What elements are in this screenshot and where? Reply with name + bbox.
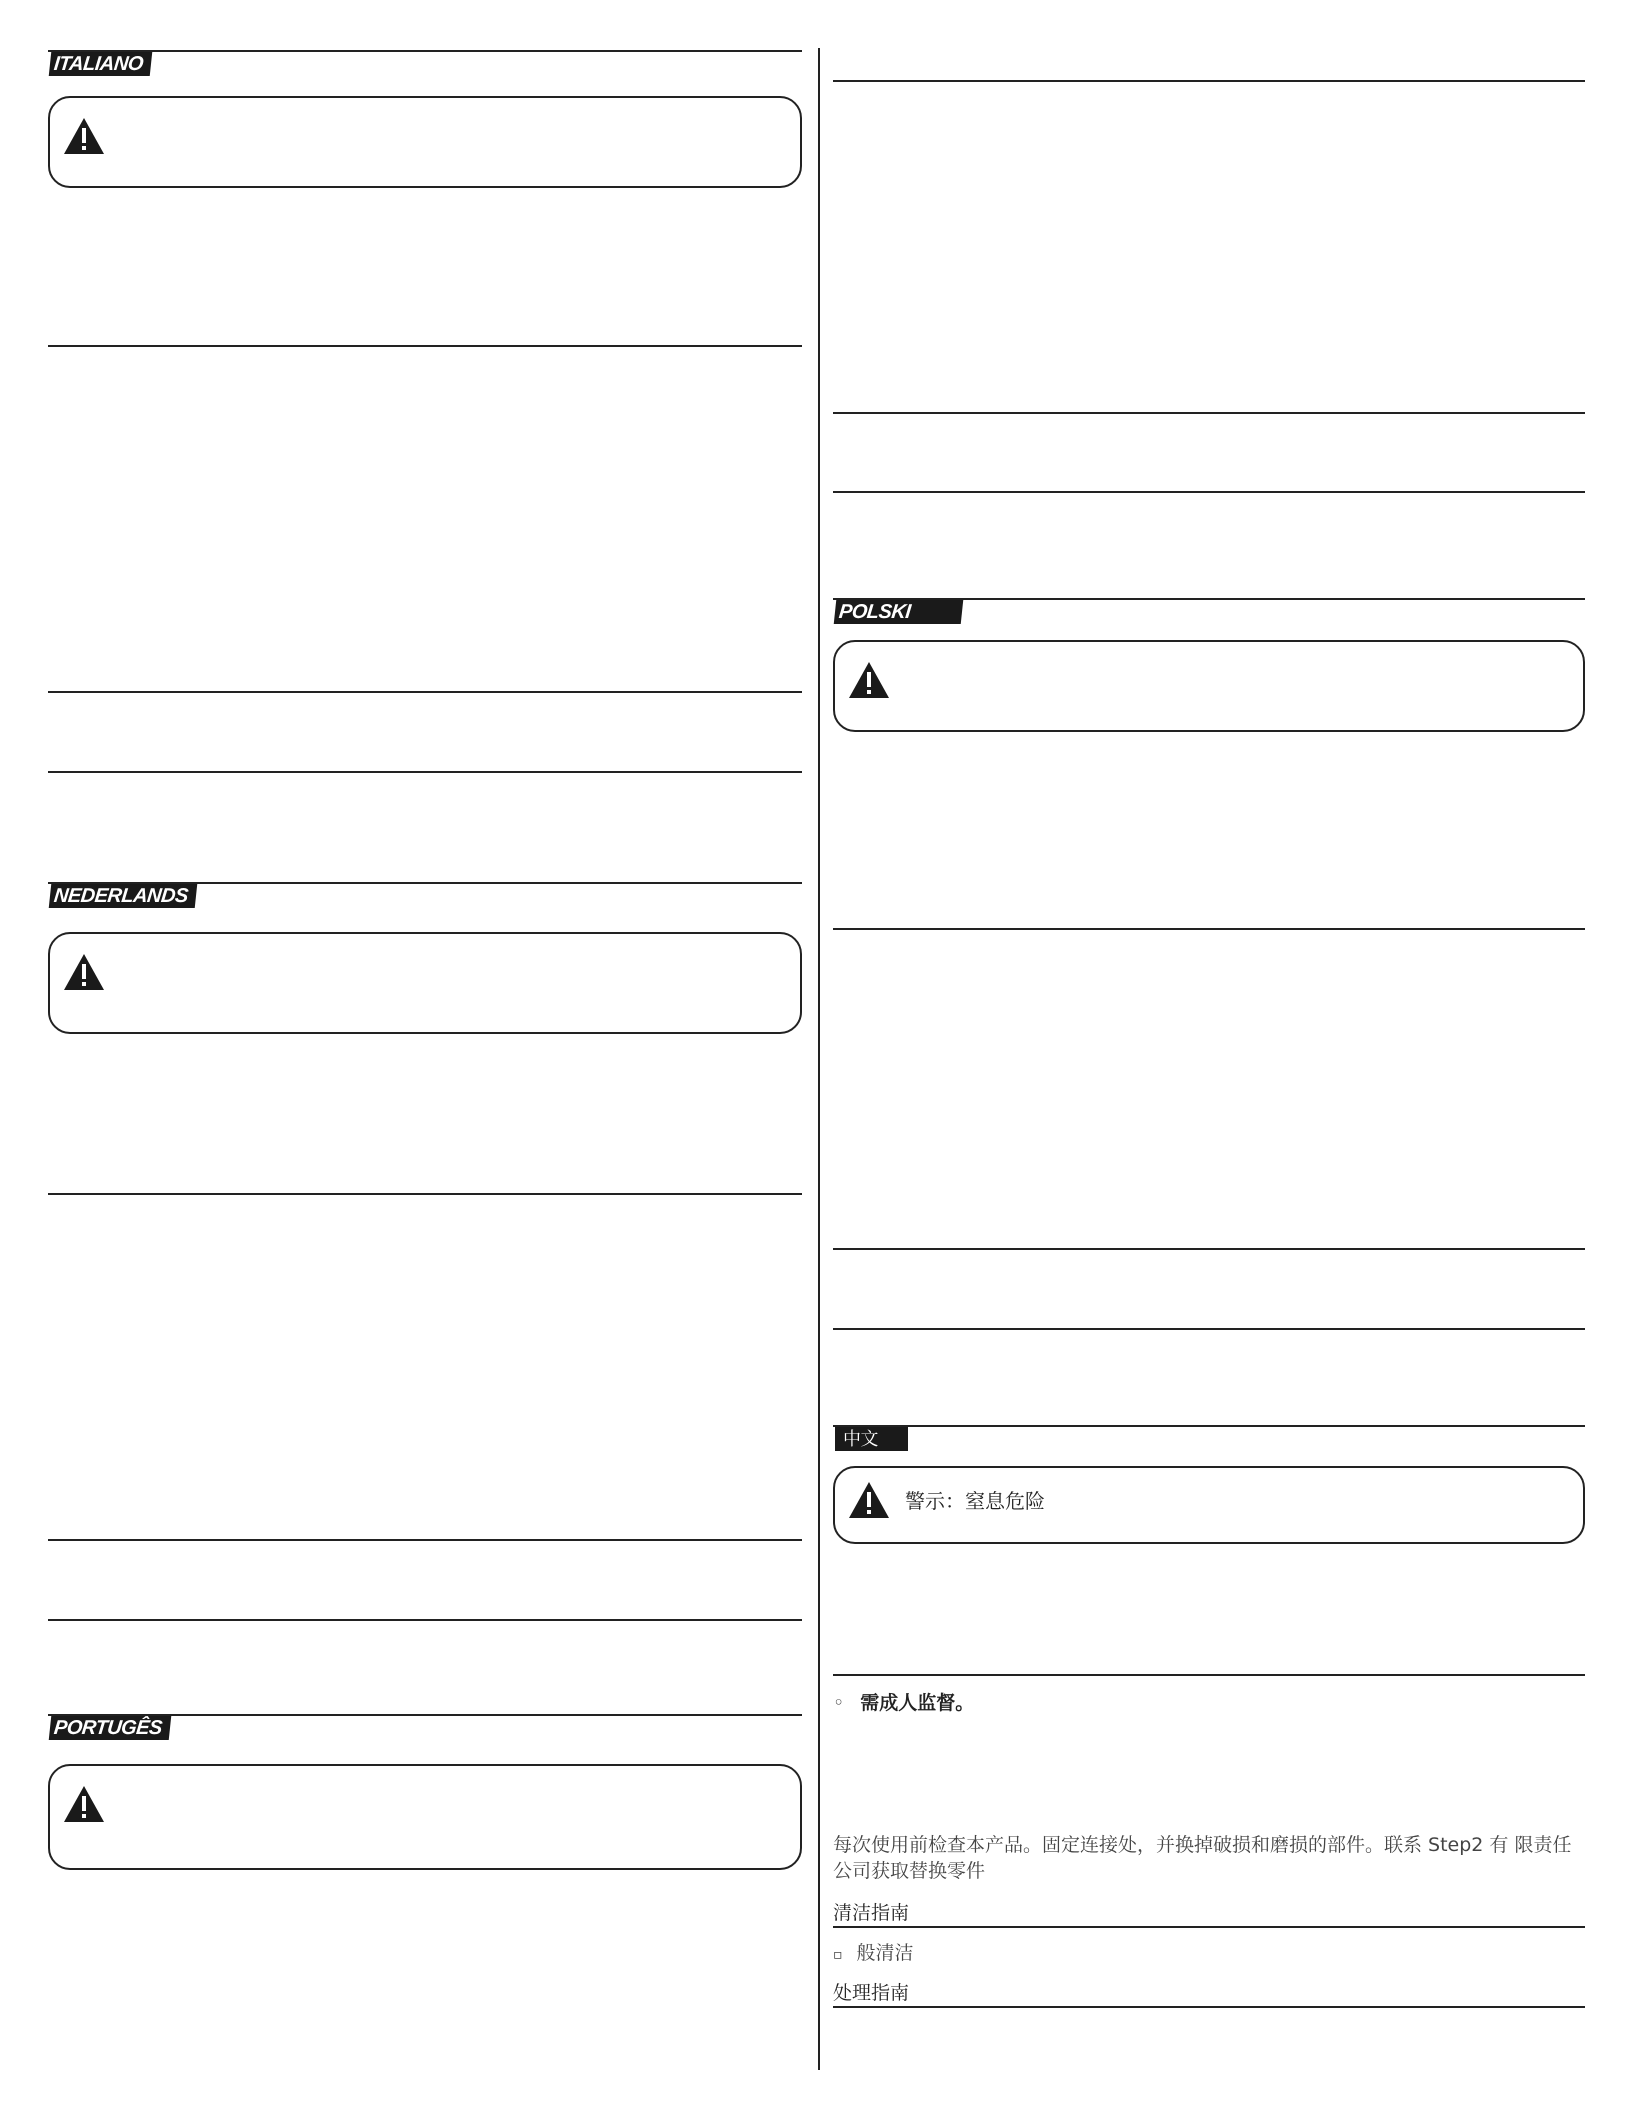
section-rule xyxy=(48,691,802,693)
cleaning-heading: 清洁指南 xyxy=(833,1900,1585,1928)
language-tag-nederlands: NEDERLANDS xyxy=(49,884,197,908)
section-rule xyxy=(48,1619,802,1621)
language-tag-polski: POLSKI xyxy=(834,600,964,624)
section-rule xyxy=(833,928,1585,930)
warning-box-chinese xyxy=(833,1466,1585,1544)
warning-text-chinese: 警示：窒息危险 xyxy=(905,1489,1045,1513)
section-rule xyxy=(833,1674,1585,1676)
warning-triangle-icon xyxy=(847,1480,891,1520)
warning-box-portugues xyxy=(48,1764,802,1870)
cleaning-item xyxy=(833,1940,914,1968)
warning-box-italiano xyxy=(48,96,802,188)
cleaning-bullet: ▫ xyxy=(833,1947,843,1963)
language-tag-chinese: 中文 xyxy=(835,1427,908,1451)
section-header-portugues xyxy=(48,1714,802,1740)
section-rule xyxy=(833,1328,1585,1330)
left-column xyxy=(48,0,802,2112)
section-rule xyxy=(833,491,1585,493)
section-rule xyxy=(48,345,802,347)
maintenance-text: 每次使用前检查本产品。固定连接处，并换掉破损和磨损的部件。联系 Step2 有 限责任公司获取替换零件 xyxy=(833,1834,1572,1882)
cleaning-item-text: 般清洁 xyxy=(856,1942,914,1964)
warning-box-nederlands xyxy=(48,932,802,1034)
section-rule xyxy=(48,1193,802,1195)
section-rule xyxy=(833,80,1585,82)
section-rule xyxy=(48,771,802,773)
section-header-nederlands xyxy=(48,882,802,908)
section-header-chinese xyxy=(833,1425,1585,1451)
warning-box-polski xyxy=(833,640,1585,732)
supervision-bullet: ◦ xyxy=(833,1692,845,1714)
section-rule xyxy=(833,1248,1585,1250)
language-tag-portugues: PORTUGÊS xyxy=(49,1716,171,1740)
warning-triangle-icon xyxy=(62,952,106,992)
column-divider xyxy=(818,48,820,2070)
warning-triangle-icon xyxy=(62,116,106,156)
section-rule xyxy=(833,412,1585,414)
warning-triangle-icon xyxy=(847,660,891,700)
section-header-italiano xyxy=(48,50,802,76)
language-tag-italiano: ITALIANO xyxy=(49,52,152,76)
supervision-line xyxy=(833,1690,974,1716)
warning-triangle-icon xyxy=(62,1784,106,1824)
section-header-polski xyxy=(833,598,1585,624)
section-rule xyxy=(48,1539,802,1541)
right-column xyxy=(833,0,1585,2112)
supervision-text: 需成人监督。 xyxy=(860,1692,975,1714)
disposal-heading: 处理指南 xyxy=(833,1980,1585,2008)
